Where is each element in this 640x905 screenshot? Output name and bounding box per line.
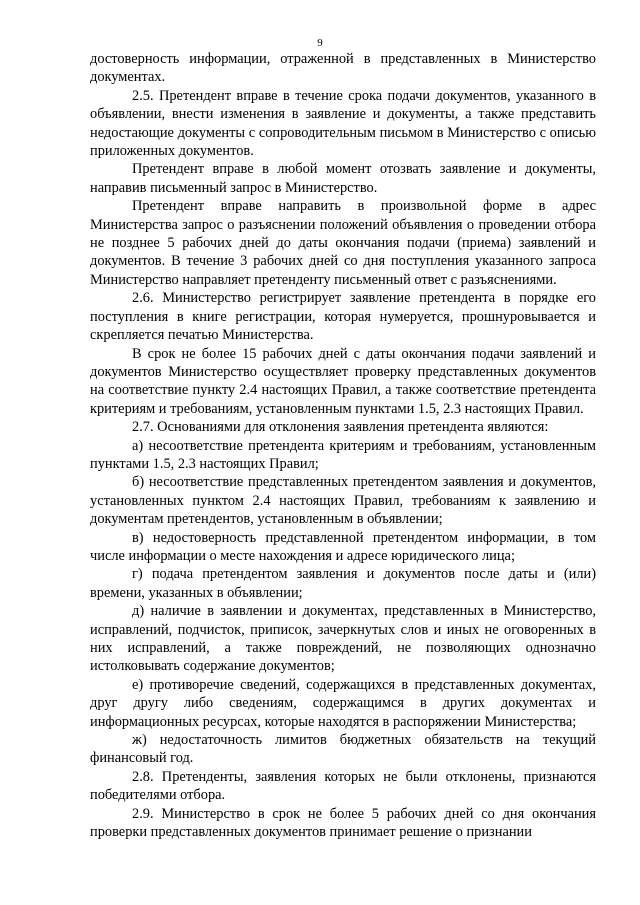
paragraph: В срок не более 15 рабочих дней с даты окончания подачи заявлений и документов Министерство осуществляет проверку представленных документов на соответствие пункту 2.4 настоящих Правил, а также соответствие претендента критериям и требованиям, установленным пунктами 1.5, 2.3 настоящих Правил.	[90, 345, 596, 417]
paragraph: 2.8. Претенденты, заявления которых не были отклонены, признаются победителями отбора.	[90, 768, 596, 804]
paragraph: 2.5. Претендент вправе в течение срока подачи документов, указанного в объявлении, внести изменения в заявление и документы, а также представить недостающие документы с сопроводительным письмом в Министерство с описью приложенных документов.	[90, 87, 596, 160]
list-item: г) подача претендентом заявления и документов после даты и (или) времени, указанных в объявлении;	[90, 566, 596, 601]
list-item: а) несоответствие претендента критериям и требованиям, установленным пунктами 1.5, 2.3 настоящих Правил;	[90, 437, 596, 472]
paragraph: Претендент вправе направить в произвольной форме в адрес Министерства запрос о разъяснении положений объявления о проведении отбора не позднее 5 рабочих дней до даты окончания подачи (приема) заявлений и документов. В течение 3 рабочих дней со дня поступления указанного запроса Министерство направляет претенденту письменный ответ с разъяснениями.	[90, 198, 596, 288]
page-number: 9	[317, 37, 323, 49]
paragraph: 2.7. Основаниями для отклонения заявления претендента являются:	[132, 419, 549, 436]
list-item: ж) недостаточность лимитов бюджетных обязательств на текущий финансовый год.	[90, 732, 596, 767]
list-item: в) недостоверность представленной претендентом информации, в том числе информации о месте нахождения и адресе юридического лица;	[90, 529, 596, 564]
document-body	[90, 50, 596, 841]
paragraph: 2.9. Министерство в срок не более 5 рабочих дней со дня окончания проверки представленных документов принимает решение о признании	[90, 805, 596, 841]
paragraph: Претендент вправе в любой момент отозвать заявление и документы, направив письменный запрос в Министерство.	[90, 161, 596, 196]
list-item: д) наличие в заявлении и документах, представленных в Министерство, исправлений, подчисток, приписок, зачеркнутых слов и иных не оговоренных в них исправлений, а также повреждений, не позволяющих однозначно истолковывать содержание документов;	[90, 603, 596, 675]
list-item: е) противоречие сведений, содержащихся в представленных документах, друг другу либо сведениям, содержащимся в других документах и информационных ресурсах, которые находятся в распоряжении Министерства;	[90, 676, 596, 730]
list-item: б) несоответствие представленных претендентом заявления и документов, установленных пунктом 2.4 настоящих Правил, требованиям к заявлению и документам претендентов, установленным в объявлении;	[90, 474, 596, 528]
paragraph: достоверность информации, отраженной в представленных в Министерство документах.	[90, 51, 596, 86]
paragraph: 2.6. Министерство регистрирует заявление претендента в порядке его поступления в книге регистрации, которая нумеруется, прошнуровывается и скрепляется печатью Министерства.	[90, 290, 596, 344]
